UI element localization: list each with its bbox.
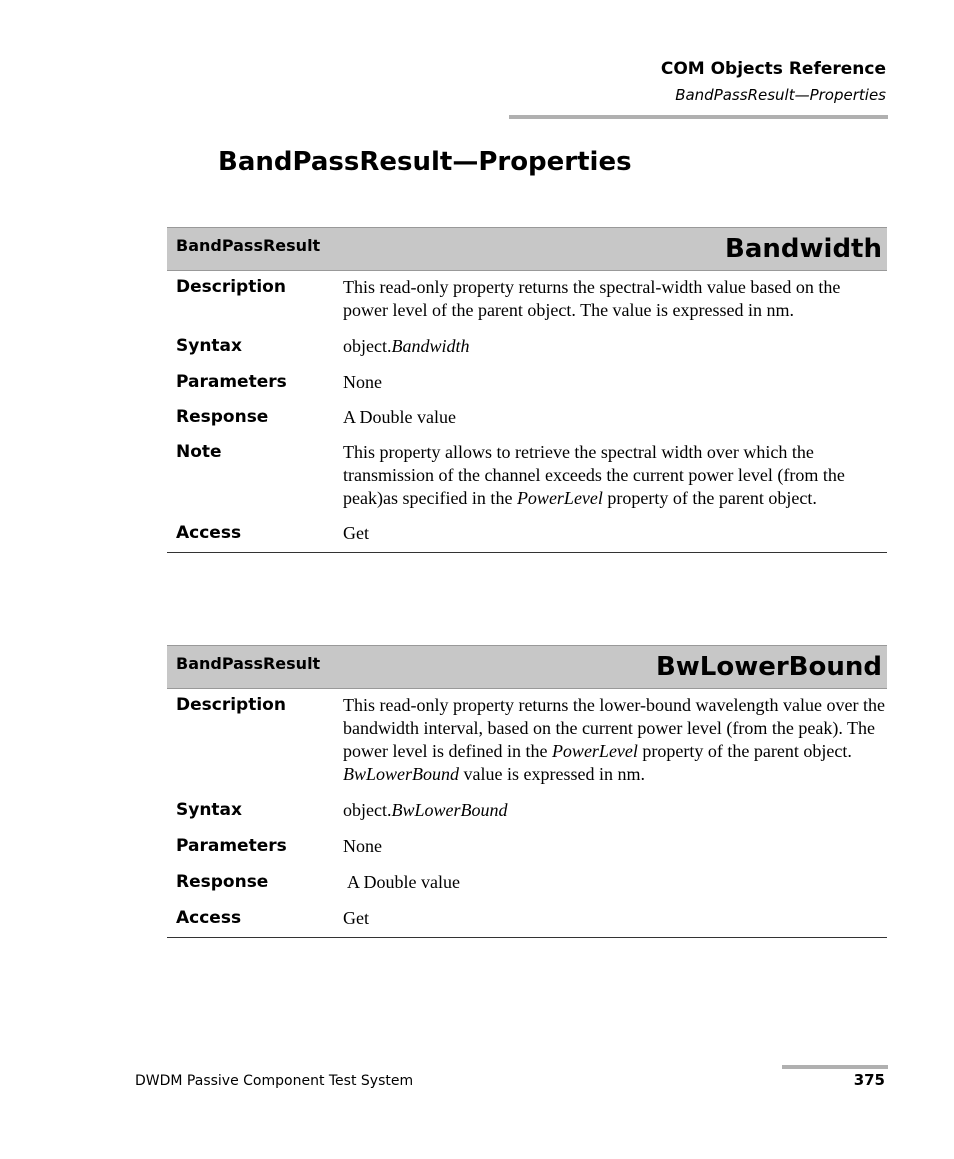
row-value: A Double value <box>347 872 460 892</box>
property-name: Bandwidth <box>725 234 882 264</box>
header-rule <box>509 115 888 119</box>
row-label: Parameters <box>176 372 287 392</box>
row-label: Access <box>176 523 242 543</box>
description-italic-2: BwLowerBound <box>343 764 460 784</box>
description-text-end: value is expressed in nm. <box>459 764 645 784</box>
row-description <box>167 271 887 322</box>
row-value <box>343 799 887 822</box>
row-note <box>167 429 887 510</box>
running-header <box>661 58 886 106</box>
property-table-header <box>167 227 887 271</box>
description-italic: PowerLevel <box>551 741 638 761</box>
row-value <box>343 335 887 358</box>
row-access <box>167 894 887 937</box>
note-text: This property allows to retrieve the spectral width over which the transmission of the channel exceeds the current power level (from the peak)as specified in the <box>343 442 845 508</box>
note-italic: PowerLevel <box>516 488 603 508</box>
section-title: BandPassResult—Properties <box>675 86 886 104</box>
row-value <box>343 441 887 510</box>
row-parameters <box>167 822 887 858</box>
object-name: BandPassResult <box>176 236 321 255</box>
row-parameters <box>167 358 887 394</box>
row-response <box>167 394 887 429</box>
syntax-prefix: object. <box>343 800 392 820</box>
row-label: Description <box>176 695 286 715</box>
row-description <box>167 689 887 786</box>
page-title: BandPassResult—Properties <box>218 147 632 177</box>
row-access <box>167 510 887 552</box>
row-label: Syntax <box>176 800 242 820</box>
row-value: None <box>343 372 382 392</box>
property-table-header <box>167 645 887 689</box>
property-table-bwlowerbound <box>167 645 887 938</box>
row-value: Get <box>343 908 369 928</box>
object-name: BandPassResult <box>176 654 321 673</box>
row-value: Get <box>343 523 369 543</box>
row-value: None <box>343 836 382 856</box>
note-text-end: property of the parent object. <box>602 488 817 508</box>
row-value <box>343 694 887 786</box>
description-text: This read-only property returns the lower-bound wavelength value over the bandwidth interval, based on the current power level (from the peak). The power level is defined in the <box>343 695 885 761</box>
row-label: Note <box>176 442 222 462</box>
syntax-property: Bandwidth <box>391 336 470 356</box>
row-value: This read-only property returns the spectral-width value based on the power level of the parent object. The value is expressed in nm. <box>343 277 841 320</box>
row-label: Response <box>176 872 269 892</box>
property-name: BwLowerBound <box>655 652 882 682</box>
footer-rule <box>782 1065 888 1069</box>
footer-product: DWDM Passive Component Test System <box>135 1073 414 1089</box>
row-label: Syntax <box>176 336 242 356</box>
row-label: Description <box>176 277 286 297</box>
syntax-prefix: object. <box>343 336 392 356</box>
chapter-title: COM Objects Reference <box>660 59 886 79</box>
row-label: Access <box>176 908 242 928</box>
row-syntax <box>167 786 887 822</box>
page-number: 375 <box>853 1071 885 1089</box>
syntax-property: BwLowerBound <box>391 800 508 820</box>
row-label: Parameters <box>176 836 287 856</box>
row-syntax <box>167 322 887 358</box>
description-text-mid: property of the parent object. <box>637 741 852 761</box>
property-table-bandwidth <box>167 227 887 553</box>
row-response <box>167 858 887 894</box>
row-label: Response <box>176 407 269 427</box>
row-value: A Double value <box>343 407 456 427</box>
